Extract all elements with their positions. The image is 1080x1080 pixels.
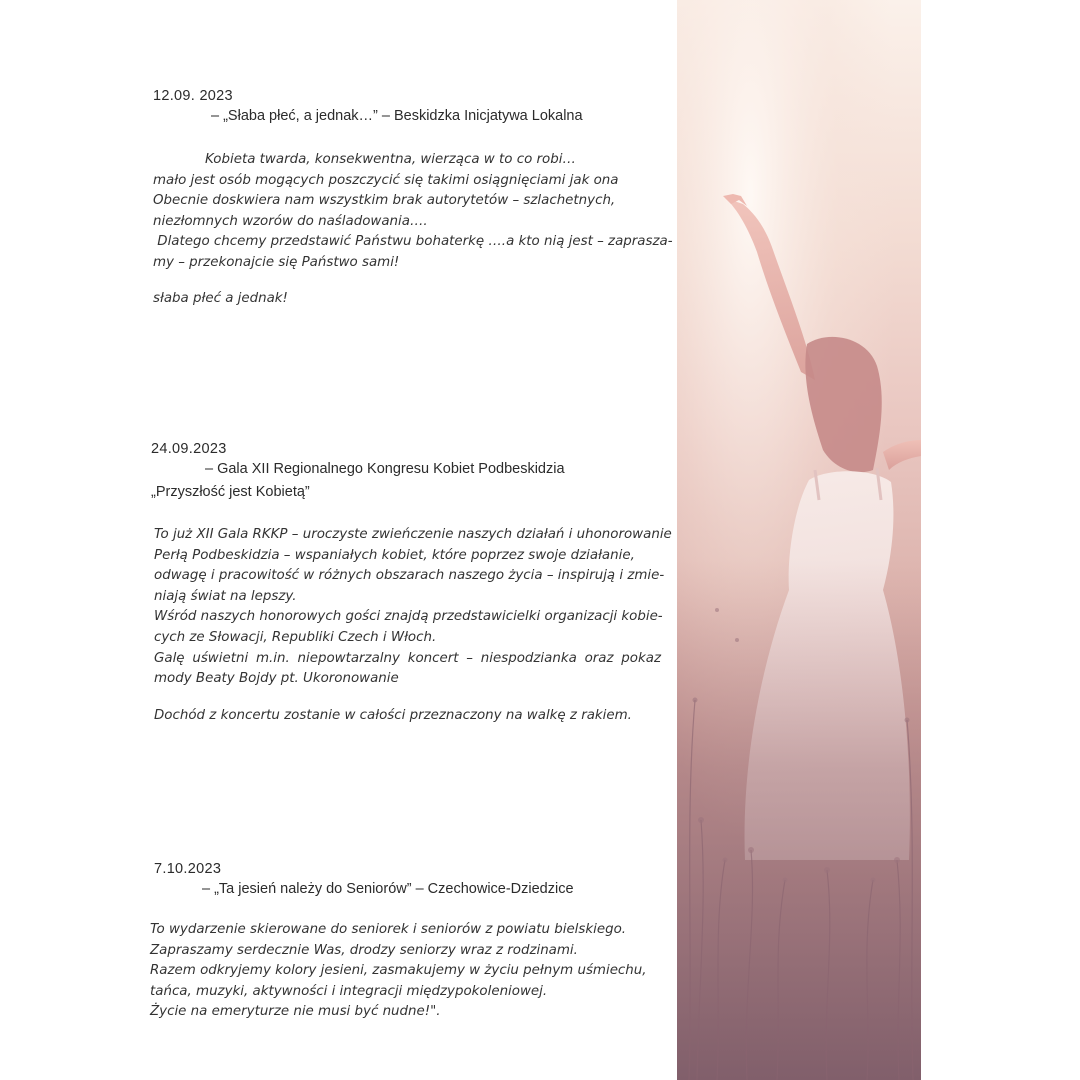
event-2-subtitle: „Przyszłość jest Kobietą” (151, 484, 310, 500)
woman-in-field-photo (677, 0, 921, 1080)
event-1-line: niezłomnych wzorów do naśladowania…. (153, 213, 428, 229)
photo-illustration (677, 0, 921, 1080)
event-2-line: Wśród naszych honorowych gości znajdą przedstawicielki organizacji kobie- (154, 609, 663, 625)
event-1-line: mało jest osób mogących poszczycić się takimi osiągnięciami jak ona (153, 172, 619, 188)
event-1-line: Dlatego chcemy przedstawić Państwu bohaterkę ….a kto nią jest – zaprasza- (153, 234, 673, 250)
event-1-closing: słaba płeć a jednak! (153, 291, 288, 306)
event-2-line: niają świat na lepszy. (154, 588, 297, 604)
event-1-line: Obecnie doskwiera nam wszystkim brak autorytetów – szlachetnych, (153, 193, 616, 209)
event-2-line: odwagę i pracowitość w różnych obszarach naszego życia – inspirują i zmie- (154, 568, 665, 584)
event-3-line: Razem odkryjemy kolory jesieni, zasmakujemy w życiu pełnym uśmiechu, (150, 963, 647, 979)
event-3-line: Zapraszamy serdecznie Was, drodzy seniorzy wraz z rodzinami. (150, 942, 578, 958)
event-2-date: 24.09.2023 (151, 441, 227, 457)
event-3-line: To wydarzenie skierowane do seniorek i seniorów z powiatu bielskiego. (150, 922, 627, 937)
event-2-line: cych ze Słowacji, Republiki Czech i Włoch. (154, 629, 437, 645)
event-1-line: my – przekonajcie się Państwo sami! (153, 254, 400, 270)
event-1-date: 12.09. 2023 (153, 88, 233, 104)
event-2-line: To już XII Gala RKKP – uroczyste zwieńczenie naszych działań i uhonorowanie (154, 527, 672, 542)
event-2-description (154, 525, 672, 690)
event-1-title: – „Słaba płeć, a jednak…” – Beskidzka Inicjatywa Lokalna (211, 108, 583, 124)
event-2-line: Galę uświetni m.in. niepowtarzalny koncert – niespodzianka oraz pokaz (154, 650, 661, 666)
event-2-title: – Gala XII Regionalnego Kongresu Kobiet Podbeskidzia (205, 461, 565, 477)
event-2-line: Perłą Podbeskidzia – wspaniałych kobiet, które poprzez swoje działanie, (154, 547, 635, 563)
event-3-date: 7.10.2023 (154, 861, 222, 877)
event-1-description (153, 150, 673, 274)
event-3-line: tańca, muzyki, aktywności i integracji międzypokoleniowej. (150, 983, 548, 999)
event-2-line: mody Beaty Bojdy pt. Ukoronowanie (154, 671, 399, 687)
event-2-closing: Dochód z koncertu zostanie w całości przeznaczony na walkę z rakiem. (154, 708, 632, 723)
event-3-title: – „Ta jesień należy do Seniorów” – Czechowice-Dziedzice (202, 881, 574, 897)
event-3-description (150, 920, 655, 1023)
event-1-line: Kobieta twarda, konsekwentna, wierząca w to co robi… (205, 152, 576, 167)
event-3-line: Życie na emeryturze nie musi być nudne!". (150, 1004, 441, 1020)
